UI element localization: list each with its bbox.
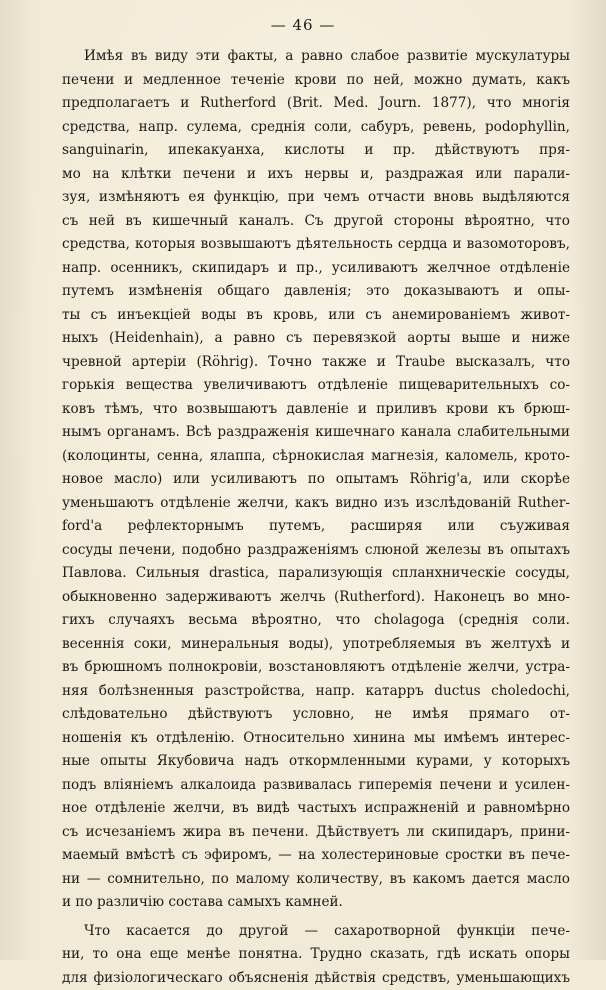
text-line: горькія вещества увеличиваютъ отдѣленіе пищеварительныхъ со- [62, 374, 570, 398]
text-line: няя болѣзненныя разстройства, напр. катарръ ductus choledochi, [62, 680, 570, 704]
paragraph-2 [62, 920, 570, 990]
text-line: ношенія къ отдѣленію. Относительно хинина мы имѣемъ интерес- [62, 727, 570, 751]
text-line: Павлова. Сильныя drastica, парализующія спланхническіе сосуды, [62, 562, 570, 586]
text-line: ford'а рефлекторнымъ путемъ, расширяя или съуживая [62, 515, 570, 539]
text-line: подъ вліяніемъ алкалоида развивалась гиперемія печени и усилен- [62, 774, 570, 798]
text-line: Имѣя въ виду эти факты, а равно слабое развитіе мускулатуры [62, 45, 570, 69]
text-line: ни — сомнительно, по малому количеству, въ какомъ дается масло [62, 868, 570, 892]
text-line: Что касается до другой — сахаротворной функціи пече- [62, 920, 570, 944]
text-line: обыкновенно задерживаютъ желчь (Rutherford). Наконецъ во мно- [62, 586, 570, 610]
text-line: въ брюшномъ полнокровіи, возстановляютъ отдѣленіе желчи, устра- [62, 656, 570, 680]
text-line: напр. осенникъ, скипидаръ и пр., усиливаютъ желчное отдѣленіе [62, 257, 570, 281]
text-line: (колоцинты, сенна, ялаппа, сѣрнокислая магнезія, каломель, крото- [62, 445, 570, 469]
text-line: новое масло) или усиливаютъ по опытамъ Röhrig'а, или скорѣе [62, 468, 570, 492]
text-line: ные опыты Якубовича надъ откормленными курами, у которыхъ [62, 750, 570, 774]
text-line: съ ней въ кишечный каналъ. Съ другой стороны вѣроятно, что [62, 210, 570, 234]
text-line: ни, то она еще менѣе понятна. Трудно сказать, гдѣ искать опоры [62, 943, 570, 967]
text-line: чревной артеріи (Röhrig). Точно также и Traube высказалъ, что [62, 351, 570, 375]
text-line: мо на клѣтки печени и ихъ нервы и, раздражая или парали- [62, 163, 570, 187]
text-line: нымъ органамъ. Всѣ раздраженія кишечнаго канала слабительными [62, 421, 570, 445]
text-line: съ исчезаніемъ жира въ печени. Дѣйствуетъ ли скипидаръ, прини- [62, 821, 570, 845]
text-line: предполагаетъ и Rutherford (Brit. Med. Journ. 1877), что многія [62, 92, 570, 116]
text-line: слѣдовательно дѣйствуютъ условно, не имѣя прямаго от- [62, 703, 570, 727]
text-line: и по различію состава самыхъ камней. [62, 891, 570, 915]
text-line: средства, напр. сулема, среднія соли, сабуръ, ревень, podophyllin, [62, 116, 570, 140]
text-line: печени и медленное теченіе крови по ней, можно думать, какъ [62, 69, 570, 93]
text-line: уменьшаютъ отдѣленіе желчи, какъ видно изъ изслѣдованій Ruther- [62, 492, 570, 516]
page-number: — 46 — [0, 16, 606, 34]
body-text [62, 45, 570, 990]
text-line: зуя, измѣняютъ ея функцію, при чемъ отчасти вновь выдѣляются [62, 186, 570, 210]
text-line: гихъ случаяхъ весьма вѣроятно, что cholagoga (среднія соли. [62, 609, 570, 633]
text-line: путемъ измѣненія общаго давленія; это доказываютъ и опы- [62, 280, 570, 304]
paragraph-1 [62, 45, 570, 915]
text-line: маемый вмѣстѣ съ эфиромъ, — на холестериновые сростки въ пече- [62, 844, 570, 868]
text-line: сосуды печени, подобно раздраженіямъ слюной железы въ опытахъ [62, 539, 570, 563]
text-line: ковъ тѣмъ, что возвышаютъ давленіе и приливъ крови къ брюш- [62, 398, 570, 422]
text-line: для физіологическаго объясненія дѣйствія средствъ, уменьшающихъ [62, 967, 570, 990]
text-line: ныхъ (Heidenhain), а равно съ перевязкой аорты выше и ниже [62, 327, 570, 351]
text-line: весеннія соки, минеральныя воды), употребляемыя въ желтухѣ и [62, 633, 570, 657]
text-line: средства, которыя возвышаютъ дѣятельность сердца и вазомоторовъ, [62, 233, 570, 257]
text-line: sanguinarin, ипекакуанха, кислоты и пр. дѣйствуютъ пря- [62, 139, 570, 163]
text-line: ты съ инъекціей воды въ кровь, или съ анемированіемъ живот- [62, 304, 570, 328]
text-line: ное отдѣленіе желчи, въ видѣ частыхъ испражненій и равномѣрно [62, 797, 570, 821]
